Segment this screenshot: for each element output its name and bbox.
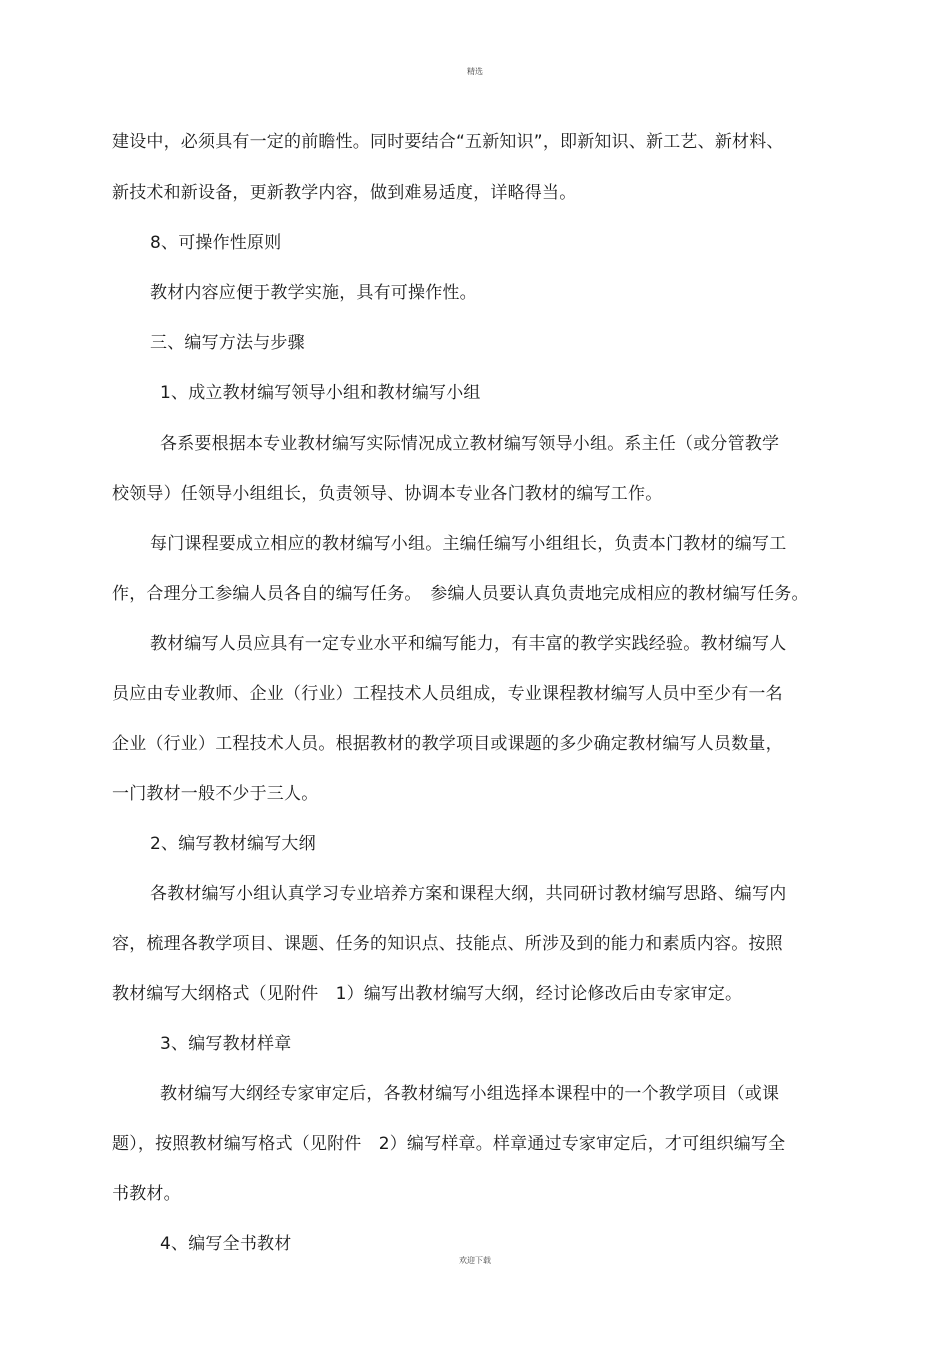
text-line: 校领导）任领导小组组长，负责领导、协调本专业各门教材的编写工作。 — [112, 484, 663, 504]
text-line: 员应由专业教师、企业（行业）工程技术人员组成，专业课程教材编写人员中至少有一名 — [112, 684, 783, 704]
section-heading: 三、编写方法与步骤 — [150, 333, 305, 353]
text-line: 书教材。 — [112, 1184, 181, 1204]
text-line: 教材编写大纲经专家审定后，各教材编写小组选择本课程中的一个教学项目（或课 — [160, 1084, 780, 1104]
section-heading: 2、编写教材编写大纲 — [150, 834, 316, 854]
text-line: 容，梳理各教学项目、课题、任务的知识点、技能点、所涉及到的能力和素质内容。按照 — [112, 934, 783, 954]
text-line: 各教材编写小组认真学习专业培养方案和课程大纲，共同研讨教材编写思路、编写内 — [150, 884, 787, 904]
text-line: 作，合理分工参编人员各自的编写任务。 参编人员要认真负责地完成相应的教材编写任务。 — [112, 584, 809, 604]
text-line: 每门课程要成立相应的教材编写小组。主编任编写小组组长，负责本门教材的编写工 — [150, 534, 787, 554]
text-line: 各系要根据本专业教材编写实际情况成立教材编写领导小组。系主任（或分管教学 — [160, 434, 780, 454]
text-line: 新技术和新设备，更新教学内容，做到难易适度，详略得当。 — [112, 183, 577, 203]
page-header-mark: 精选 — [467, 67, 483, 76]
section-heading: 1、成立教材编写领导小组和教材编写小组 — [160, 383, 481, 403]
text-line: 一门教材一般不少于三人。 — [112, 784, 319, 804]
section-heading: 8、可操作性原则 — [150, 233, 282, 253]
page-footer-mark: 欢迎下载 — [459, 1256, 491, 1265]
text-line: 建设中，必须具有一定的前瞻性。同时要结合“五新知识”，即新知识、新工艺、新材料、 — [112, 132, 784, 152]
section-heading: 3、编写教材样章 — [160, 1034, 292, 1054]
text-line: 教材编写大纲格式（见附件 1）编写出教材编写大纲，经讨论修改后由专家审定。 — [112, 984, 743, 1004]
text-line: 教材编写人员应具有一定专业水平和编写能力，有丰富的教学实践经验。教材编写人 — [150, 634, 787, 654]
text-line: 教材内容应便于教学实施，具有可操作性。 — [150, 283, 477, 303]
section-heading: 4、编写全书教材 — [160, 1234, 292, 1254]
text-line: 企业（行业）工程技术人员。根据教材的教学项目或课题的多少确定教材编写人员数量， — [112, 734, 783, 754]
text-line: 题），按照教材编写格式（见附件 2）编写样章。样章通过专家审定后，才可组织编写全 — [112, 1134, 786, 1154]
